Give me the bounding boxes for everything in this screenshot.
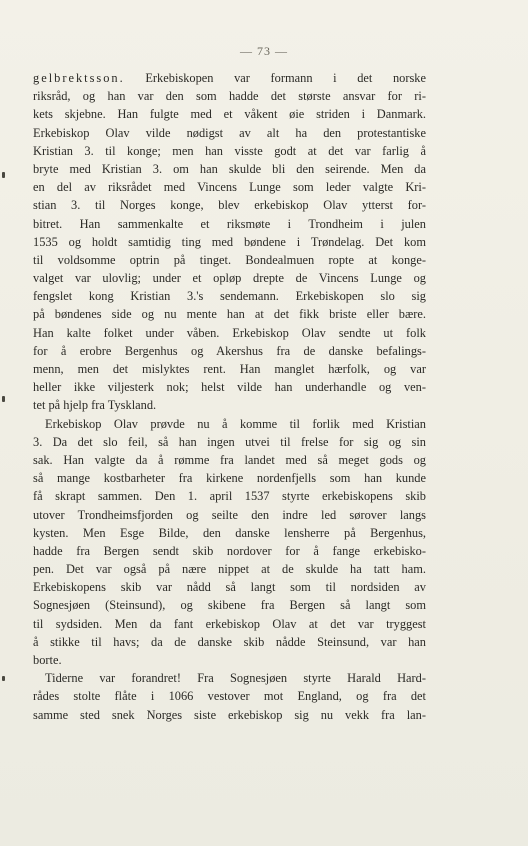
line-text: en del av riksrådet med Vincens Lunge som leder valgte Kri- — [33, 180, 426, 195]
page-number: — 73 — — [240, 44, 288, 58]
line-text: Erkebiskop Olav vilde nødigst av alt ha den protestantiske — [33, 125, 426, 140]
line-text: så mange kostbarheter fra kirkene nordenfjells som han kunde — [33, 471, 426, 486]
text-line — [33, 633, 426, 651]
line-text: for å erobre Bergenhus og Akershus fra de danske befalings- — [33, 343, 426, 358]
line-text: riksråd, og han var den som hadde det største ansvar for ri- — [33, 89, 426, 104]
text-line — [33, 687, 426, 705]
text-line — [33, 560, 426, 578]
text-line — [33, 178, 426, 196]
text-line — [33, 360, 426, 378]
line-text: utover Trondheimsfjorden og seilte den indre led sørover langs — [33, 507, 426, 522]
line-text: 1535 og holdt samtidig ting med bøndene i Trøndelag. Det kom — [33, 234, 426, 249]
text-line — [33, 342, 426, 360]
text-line — [33, 487, 426, 505]
spaced-word: gelbrektsson. — [33, 71, 125, 85]
text-line — [33, 578, 426, 596]
line-text: Erkebiskop Olav prøvde nu å komme til forlik med Kristian — [45, 416, 426, 431]
line-text: hadde fra Bergen sendt skib nordover for å fange erkebisko- — [33, 543, 426, 558]
line-text: Sognesjøen (Steinsund), og skibene fra Bergen så langt som — [33, 598, 426, 613]
line-text: få skrapt sammen. Den 1. april 1537 styrte erkebiskopens skib — [33, 489, 426, 504]
binding-mark — [2, 676, 5, 681]
text-line — [33, 69, 426, 87]
text-line — [33, 324, 426, 342]
text-line — [33, 87, 426, 105]
text-line — [33, 269, 426, 287]
text-line — [33, 142, 426, 160]
text-line — [33, 615, 426, 633]
text-line — [33, 233, 426, 251]
text-line — [33, 287, 426, 305]
line-text: Kristian 3. til konge; men han visste godt at det var farlig å — [33, 143, 426, 158]
line-text: rådes stolte flåte i 1066 vestover mot England, og fra det — [33, 689, 426, 704]
text-line — [33, 469, 426, 487]
text-line — [33, 215, 426, 233]
text-line — [33, 433, 426, 451]
text-line — [33, 451, 426, 469]
line-text: sak. Han valgte da å rømme fra landet med så meget gods og — [33, 452, 426, 467]
text-line — [33, 124, 426, 142]
text-line — [33, 305, 426, 323]
text-line — [33, 524, 426, 542]
line-text: Tiderne var forandret! Fra Sognesjøen styrte Harald Hard- — [45, 671, 426, 686]
line-text: til sydsiden. Men da fant erkebiskop Olav at det var tryggest — [33, 616, 426, 631]
line-text: borte. — [33, 653, 62, 667]
line-text: Erkebiskopens skib var nådd så langt som til nordsiden av — [33, 580, 426, 595]
line-text: samme sted snek Norges siste erkebiskop sig nu vekk fra lan- — [33, 707, 426, 722]
line-text: Erkebiskopen var formann i det norske — [124, 71, 426, 85]
line-text: til voldsomme optrin på tinget. Bondealmuen ropte at konge- — [33, 252, 426, 267]
binding-mark — [2, 172, 5, 178]
body-text — [33, 69, 426, 724]
line-text: bitret. Han sammenkalte et riksmøte i Trondheim i julen — [33, 216, 426, 231]
text-line — [33, 415, 426, 433]
text-line — [33, 669, 426, 687]
text-line — [33, 542, 426, 560]
line-text: valget var ulovlig; under et opløp drepte de Vincens Lunge og — [33, 271, 426, 286]
text-line — [33, 378, 426, 396]
line-text: heller ikke viljesterk nok; helst vilde han underhandle og ven- — [33, 380, 426, 395]
text-line — [33, 596, 426, 614]
text-line — [33, 196, 426, 214]
line-text: kysten. Men Esge Bilde, den danske lensherre på Bergenhus, — [33, 525, 426, 540]
line-text: fengslet kong Kristian 3.'s sendemann. Erkebiskopen slo sig — [33, 289, 426, 304]
line-text: Han kalte folket under våben. Erkebiskop Olav sendte ut folk — [33, 325, 426, 340]
line-text: stian 3. til Norges konge, blev erkebiskop Olav ytterst for- — [33, 198, 426, 213]
line-text: tet på hjelp fra Tyskland. — [33, 398, 157, 413]
text-line — [33, 160, 426, 178]
text-line — [33, 706, 426, 724]
line-text: 3. Da det slo feil, så han ingen utvei til frelse for sig og sin — [33, 434, 426, 449]
binding-mark — [2, 396, 5, 402]
line-text: kets skjebne. Han fulgte med et våkent øie striden i Danmark. — [33, 107, 426, 122]
line-text: pen. Det var også på nære nippet at de skulde ha tatt ham. — [33, 562, 426, 577]
text-line — [33, 251, 426, 269]
text-line — [33, 105, 426, 123]
line-text: på bøndenes side og nu mente han at det fikk briste eller bære. — [33, 307, 426, 322]
line-text: menn, men det mislyktes rent. Han manglet hærfolk, og var — [33, 362, 426, 376]
text-line — [33, 396, 426, 414]
text-line — [33, 506, 426, 524]
line-text: å stikke til havs; da de danske skib nådde Steinsund, var han — [33, 634, 426, 649]
line-text: bryte med Kristian 3. om han skulde bli den seirende. Men da — [33, 161, 426, 176]
text-line — [33, 651, 426, 669]
